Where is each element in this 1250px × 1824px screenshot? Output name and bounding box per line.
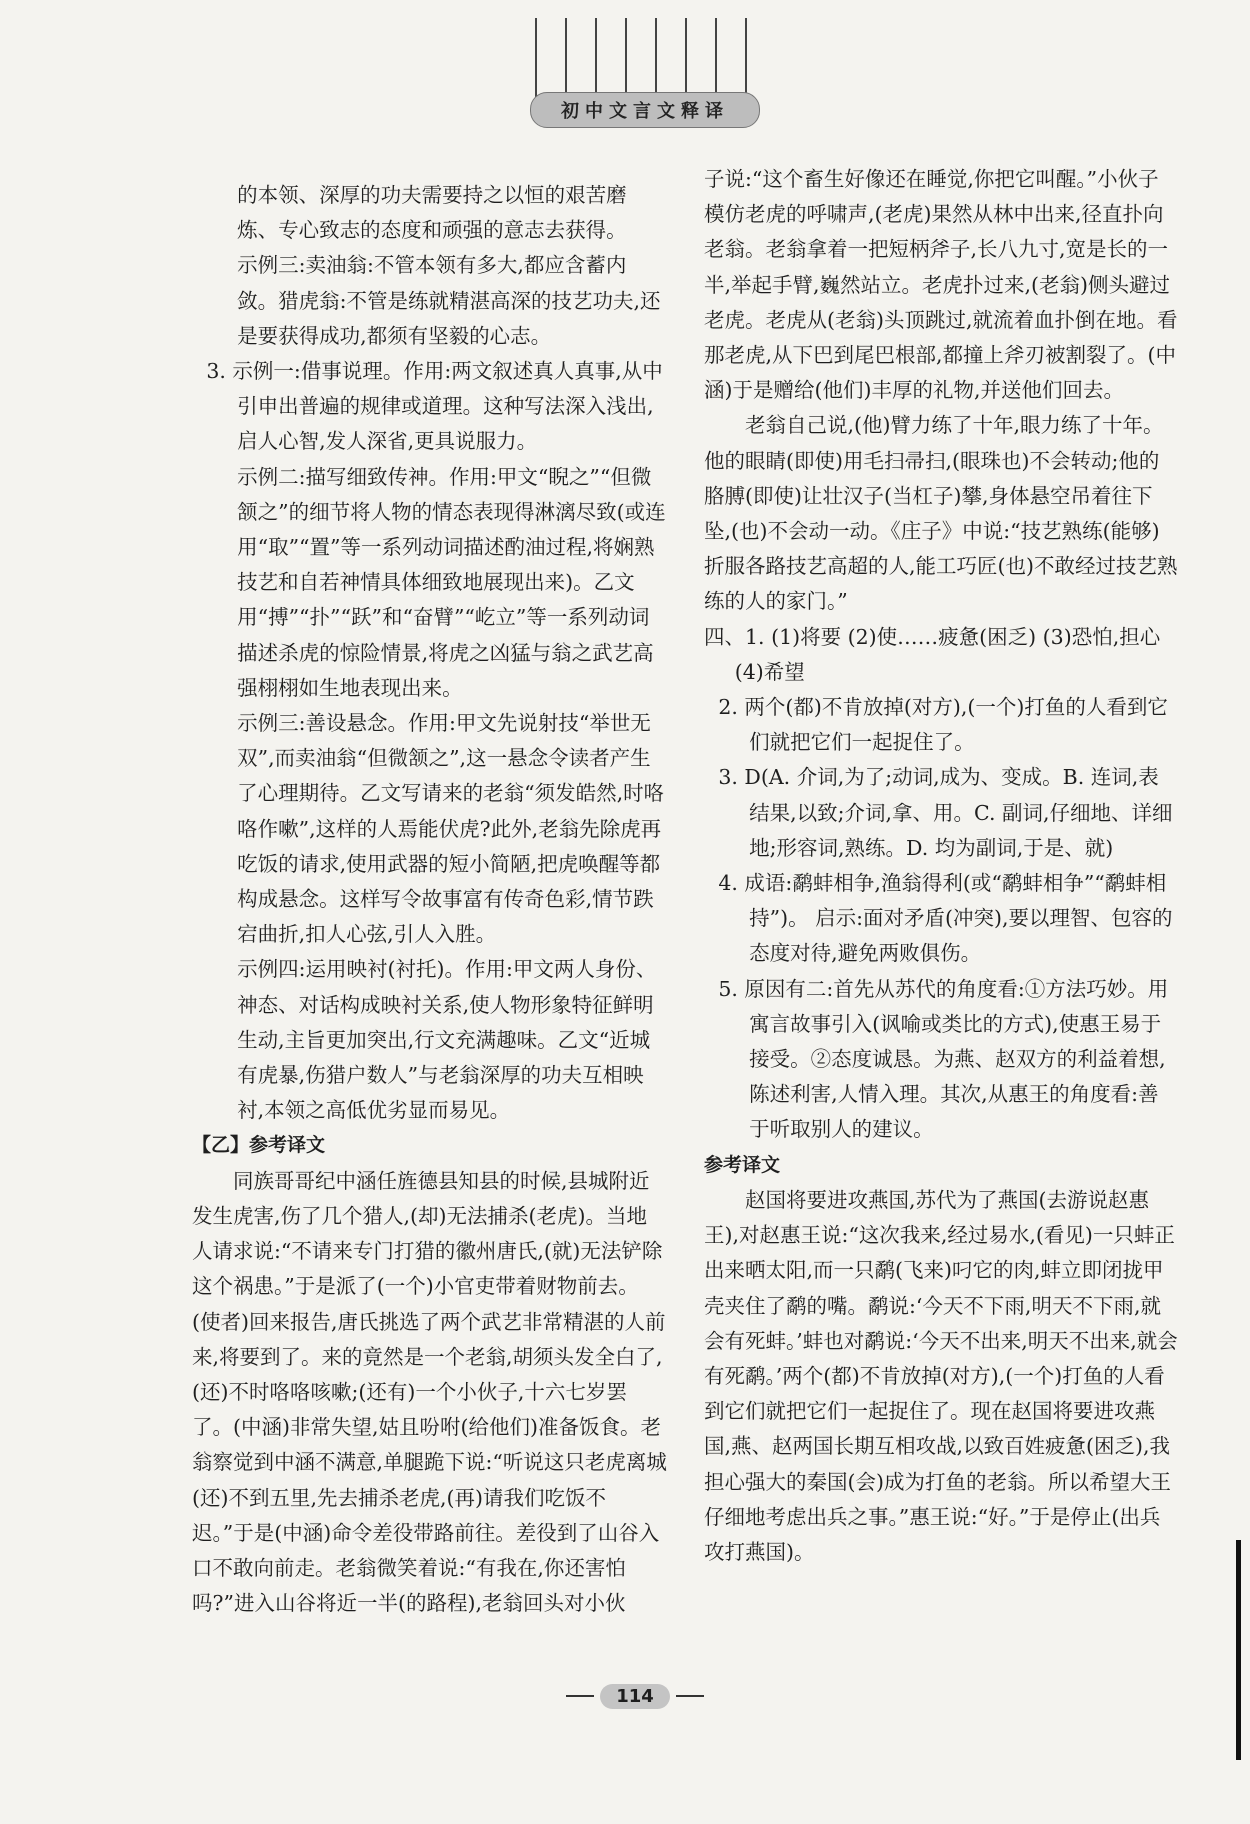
section-heading: 【乙】参考译文 — [192, 1134, 326, 1157]
paragraph: 的本领、深厚的功夫需要持之以恒的艰苦磨炼、专心致志的态度和顽强的意志去获得。 — [237, 183, 627, 243]
paragraph: 子说:“这个畜生好像还在睡觉,你把它叫醒。”小伙子模仿老虎的呼啸声,(老虎)果然从林中出来,径直扑向老翁。老翁拿着一把短柄斧子,长八九寸,宽是长的一半,举起手臂,巍然站立。老虎扑过来,(老翁)侧头避过老虎。老虎从(老翁)头顶跳过,就流着血扑倒在地。看那老虎,从下巴到尾巴根部,都撞上斧刃被割裂了。(中涵)于是赠给(他们)丰厚的礼物,并送他们回去。 — [704, 167, 1178, 403]
scan-edge-mark — [1236, 1540, 1241, 1760]
header-decoration — [535, 18, 755, 98]
paragraph: 2. 两个(都)不肯放掉(对方),(一个)打鱼的人看到它们就把它们一起捉住了。 — [718, 695, 1168, 755]
paragraph: 示例三:善设悬念。作用:甲文先说射技“举世无双”,而卖油翁“但微颔之”,这一悬念令读者产生了心理期待。乙文写请来的老翁“须发皓然,时咯咯作嗽”,这样的人焉能伏虎?此外,老翁先除虎再吃饭的请求,使用武器的短小简陋,把虎唤醒等都构成悬念。这样写令故事富有传奇色彩,情节跌宕曲折,扣人心弦,引人入胜。 — [237, 711, 665, 947]
paragraph: 四、1. (1)将要 (2)使……疲惫(困乏) (3)恐怕,担心 (4)希望 — [704, 624, 1161, 684]
right-column — [704, 162, 1179, 1570]
paragraph: 同族哥哥纪中涵任旌德县知县的时候,县城附近发生虎害,伤了几个猎人,(却)无法捕杀(老虎)。当地人请求说:“不请来专门打猎的徽州唐氏,(就)无法铲除这个祸患。”于是派了(一个)小官吏带着财物前去。(使者)回来报告,唐氏挑选了两个武艺非常精湛的人前来,将要到了。来的竟然是一个老翁,胡须头发全白了,(还)不时咯咯咳嗽;(还有)一个小伙子,十六七岁罢了。(中涵)非常失望,姑且吩咐(给他们)准备饭食。老翁察觉到中涵不满意,单腿跪下说:“听说这只老虎离城(还)不到五里,先去捕杀老虎,(再)请我们吃饭不迟。”于是(中涵)命令差役带路前往。差役到了山谷入口不敢向前走。老翁微笑着说:“有我在,你还害怕吗?”进入山谷将近一半(的路程),老翁回头对小伙 — [192, 1168, 667, 1616]
paragraph: 老翁自己说,(他)臂力练了十年,眼力练了十年。他的眼睛(即使)用毛扫帚扫,(眼珠也)不会转动;他的胳膊(即使)让壮汉子(当杠子)攀,身体悬空吊着往下坠,(也)不会动一动。《庄子》中说:“技艺熟练(能够)折服各路技艺高超的人,能工巧匠(也)不敢经过技艺熟练的人的家门。” — [704, 413, 1178, 614]
paragraph: 示例二:描写细致传神。作用:甲文“睨之”“但微颔之”的细节将人物的情态表现得淋漓尽致(或连用“取”“置”等一系列动词描述酌油过程,将娴熟技艺和自若神情具体细致地展现出来)。乙文用“搏”“扑”“跃”和“奋臂”“屹立”等一系列动词描述杀虎的惊险情景,将虎之凶猛与翁之武艺高强栩栩如生地表现出来。 — [237, 464, 666, 700]
paragraph: 3. 示例一:借事说理。作用:两文叙述真人真事,从中引申出普遍的规律或道理。这种写法深入浅出,启人心智,发人深省,更具说服力。 — [206, 359, 663, 454]
footer-rule-left — [566, 1695, 594, 1697]
left-column — [192, 178, 667, 1621]
paragraph: 5. 原因有二:首先从苏代的角度看:①方法巧妙。用寓言故事引入(讽喻或类比的方式),使惠王易于接受。②态度诚恳。为燕、赵双方的利益着想,陈述利害,人情入理。其次,从惠王的角度看:善于听取别人的建议。 — [718, 976, 1169, 1142]
book-title: 初中文言文释译 — [530, 92, 760, 128]
paragraph: 3. D(A. 介词,为了;动词,成为、变成。B. 连词,表结果,以致;介词,拿、用。C. 副词,仔细地、详细地;形容词,熟练。D. 均为副词,于是、就) — [718, 765, 1173, 860]
page-footer — [560, 1681, 710, 1711]
paragraph: 赵国将要进攻燕国,苏代为了燕国(去游说赵惠王),对赵惠王说:“这次我来,经过易水,(看见)一只蚌正出来晒太阳,而一只鹬(飞来)叼它的肉,蚌立即闭拢甲壳夹住了鹬的嘴。鹬说:‘今天不下雨,明天不下雨,就会有死蚌。’蚌也对鹬说:‘今天不出来,明天不出来,就会有死鹬。’两个(都)不肯放掉(对方),(一个)打鱼的人看到它们就把它们一起捉住了。现在赵国将要进攻燕国,燕、赵两国长期互相攻战,以致百姓疲惫(困乏),我担心强大的秦国(会)成为打鱼的老翁。所以希望大王仔细地考虑出兵之事。”惠王说:“好。”于是停止(出兵攻打燕国)。 — [704, 1187, 1178, 1564]
paragraph: 4. 成语:鹬蚌相争,渔翁得利(或“鹬蚌相争”“鹬蚌相持”)。 启示:面对矛盾(冲突),要以理智、包容的态度对待,避免两败俱伤。 — [718, 871, 1173, 966]
footer-rule-right — [676, 1695, 704, 1697]
section-heading: 参考译文 — [704, 1153, 781, 1176]
page-header — [0, 0, 1250, 140]
paragraph: 示例四:运用映衬(衬托)。作用:甲文两人身份、神态、对话构成映衬关系,使人物形象特征鲜明生动,主旨更加突出,行文充满趣味。乙文“近城有虎暴,伤猎户数人”与老翁深厚的功夫互相映衬,本领之高低优劣显而易见。 — [237, 957, 657, 1123]
page-number: 114 — [600, 1684, 670, 1709]
paragraph: 示例三:卖油翁:不管本领有多大,都应含蓄内敛。猎虎翁:不管是练就精湛高深的技艺功夫,还是要获得成功,都须有坚毅的心志。 — [237, 253, 661, 348]
